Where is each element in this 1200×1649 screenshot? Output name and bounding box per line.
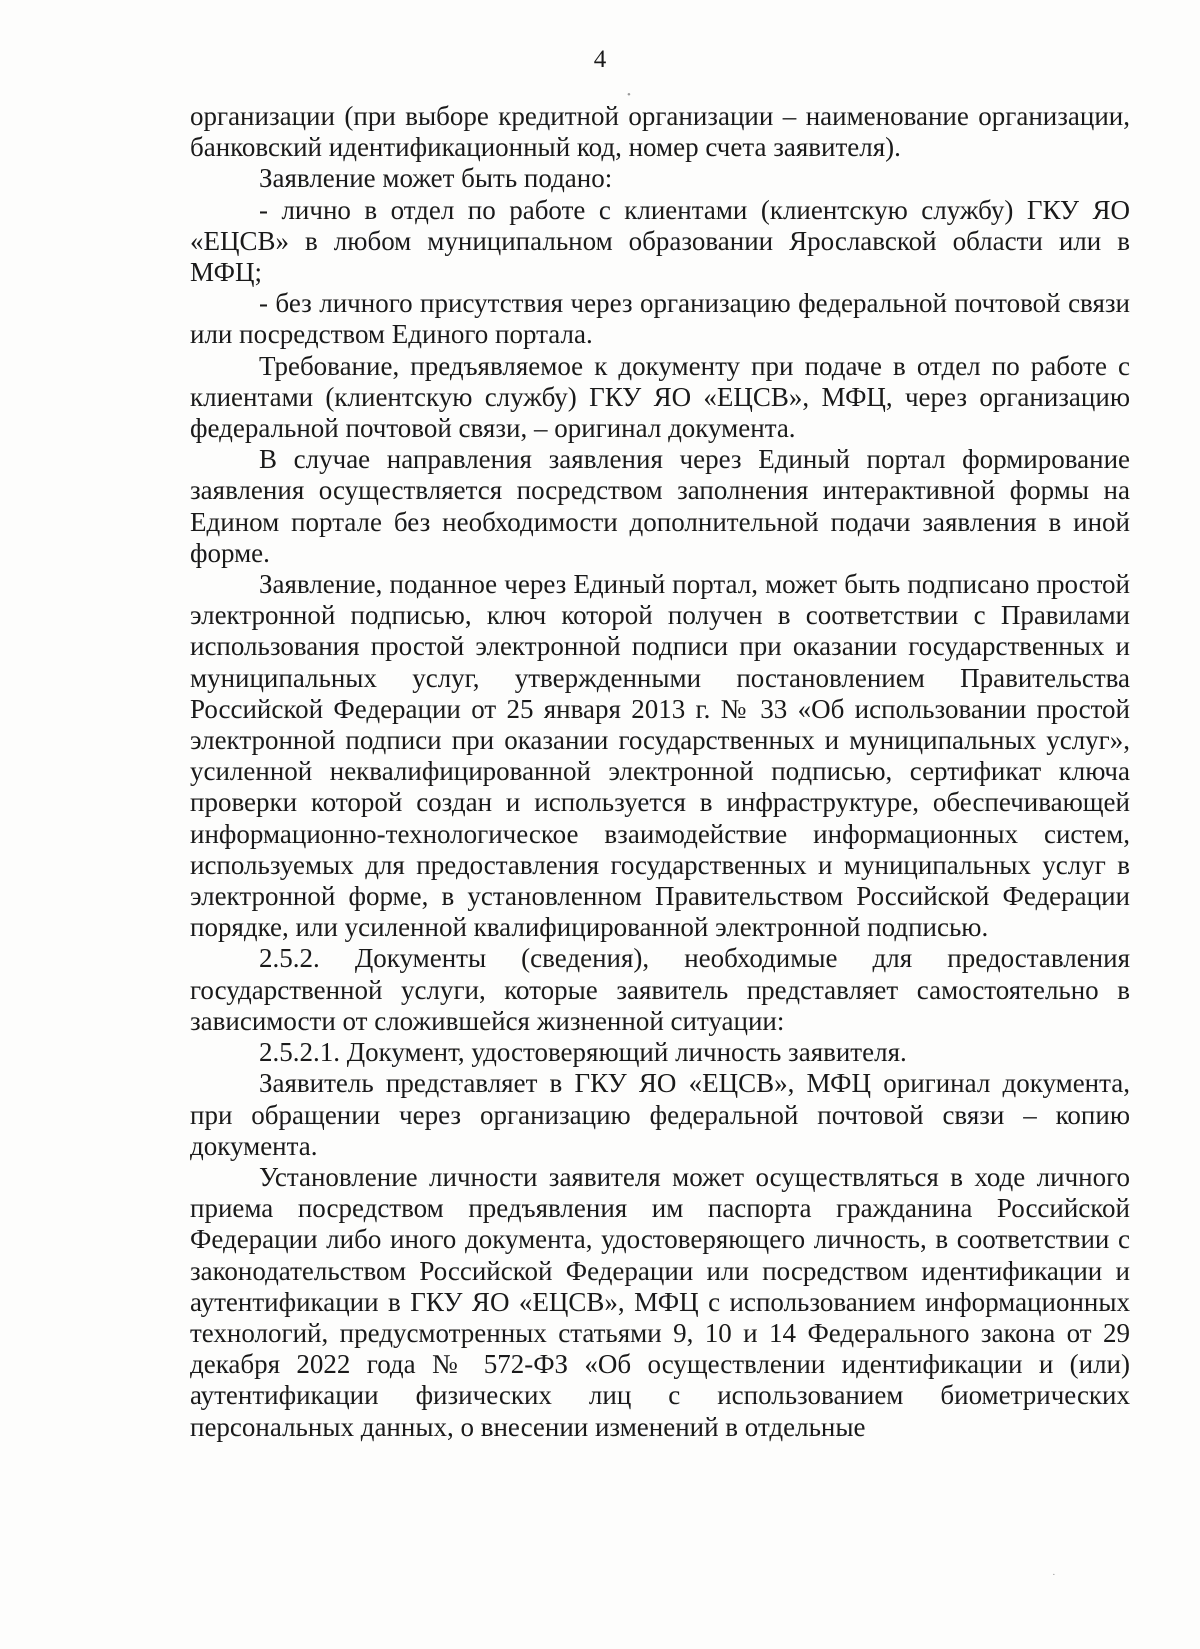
paragraph-in-person: - лично в отдел по работе с клиентами (клиентскую службу) ГКУ ЯО «ЕЦСВ» в любом муниципальном образовании Ярославской области или в МФЦ; bbox=[190, 194, 1130, 288]
document-body bbox=[190, 101, 1130, 1443]
page-number: 4 bbox=[593, 46, 607, 73]
paragraph-submission-intro: Заявление может быть подано: bbox=[259, 163, 613, 194]
paragraph-original-requirement: Требование, предъявляемое к документу при подаче в отдел по работе с клиентами (клиентскую службу) ГКУ ЯО «ЕЦСВ», МФЦ, через организацию федеральной почтовой связи, – оригинал документа. bbox=[190, 350, 1130, 444]
scan-speck: • bbox=[627, 89, 631, 101]
paragraph-identity-verification: Установление личности заявителя может осуществляться в ходе личного приема посредством предъявления им паспорта гражданина Российской Федерации либо иного документа, удостоверяющего личность, в соответствии с законодательством Российской Федерации или посредством идентификации и аутентификации в ГКУ ЯО «ЕЦСВ», МФЦ с использованием информационных технологий, предусмотренных статьями 9, 10 и 14 Федерального закона от 29 декабря 2022 года № 572-ФЗ «Об осуществлении идентификации и (или) аутентификации физических лиц с использованием биометрических персональных данных, о внесении изменений в отдельные bbox=[190, 1161, 1130, 1442]
paragraph-portal-form: В случае направления заявления через Единый портал формирование заявления осуществляется посредством заполнения интерактивной формы на Едином портале без необходимости дополнительной подачи заявления в иной форме. bbox=[190, 444, 1130, 568]
scan-speck: · bbox=[1052, 1569, 1056, 1581]
paragraph-electronic-signature: Заявление, поданное через Единый портал, может быть подписано простой электронной подписью, ключ которой получен в соответствии с Правилами использования простой электронной подписи при оказании государственных и муниципальных услуг, утвержденными постановлением Правительства Российской Федерации от 25 января 2013 г. № 33 «Об использовании простой электронной подписи при оказании государственных и муниципальных услуг», усиленной неквалифицированной электронной подписью, сертификат ключа проверки которой создан и используется в инфраструктуре, обеспечивающей информационно-технологическое взаимодействие информационных систем, используемых для предоставления государственных и муниципальных услуг в электронной форме, в установленном Правительством Российской Федерации порядке, или усиленной квалифицированной электронной подписью. bbox=[190, 569, 1130, 943]
paragraph-applicant-original: Заявитель представляет в ГКУ ЯО «ЕЦСВ», МФЦ оригинал документа, при обращении через организацию федеральной почтовой связи – копию документа. bbox=[190, 1068, 1130, 1161]
paragraph-bank-details: организации (при выборе кредитной организации – наименование организации, банковский идентификационный код, номер счета заявителя). bbox=[190, 101, 1130, 163]
paragraph-section-2-5-2-1: 2.5.2.1. Документ, удостоверяющий личность заявителя. bbox=[259, 1037, 907, 1068]
paragraph-section-2-5-2: 2.5.2. Документы (сведения), необходимые для предоставления государственной услуги, которые заявитель представляет самостоятельно в зависимости от сложившейся жизненной ситуации: bbox=[190, 943, 1130, 1036]
paragraph-remote: - без личного присутствия через организацию федеральной почтовой связи или посредством Единого портала. bbox=[190, 288, 1130, 350]
